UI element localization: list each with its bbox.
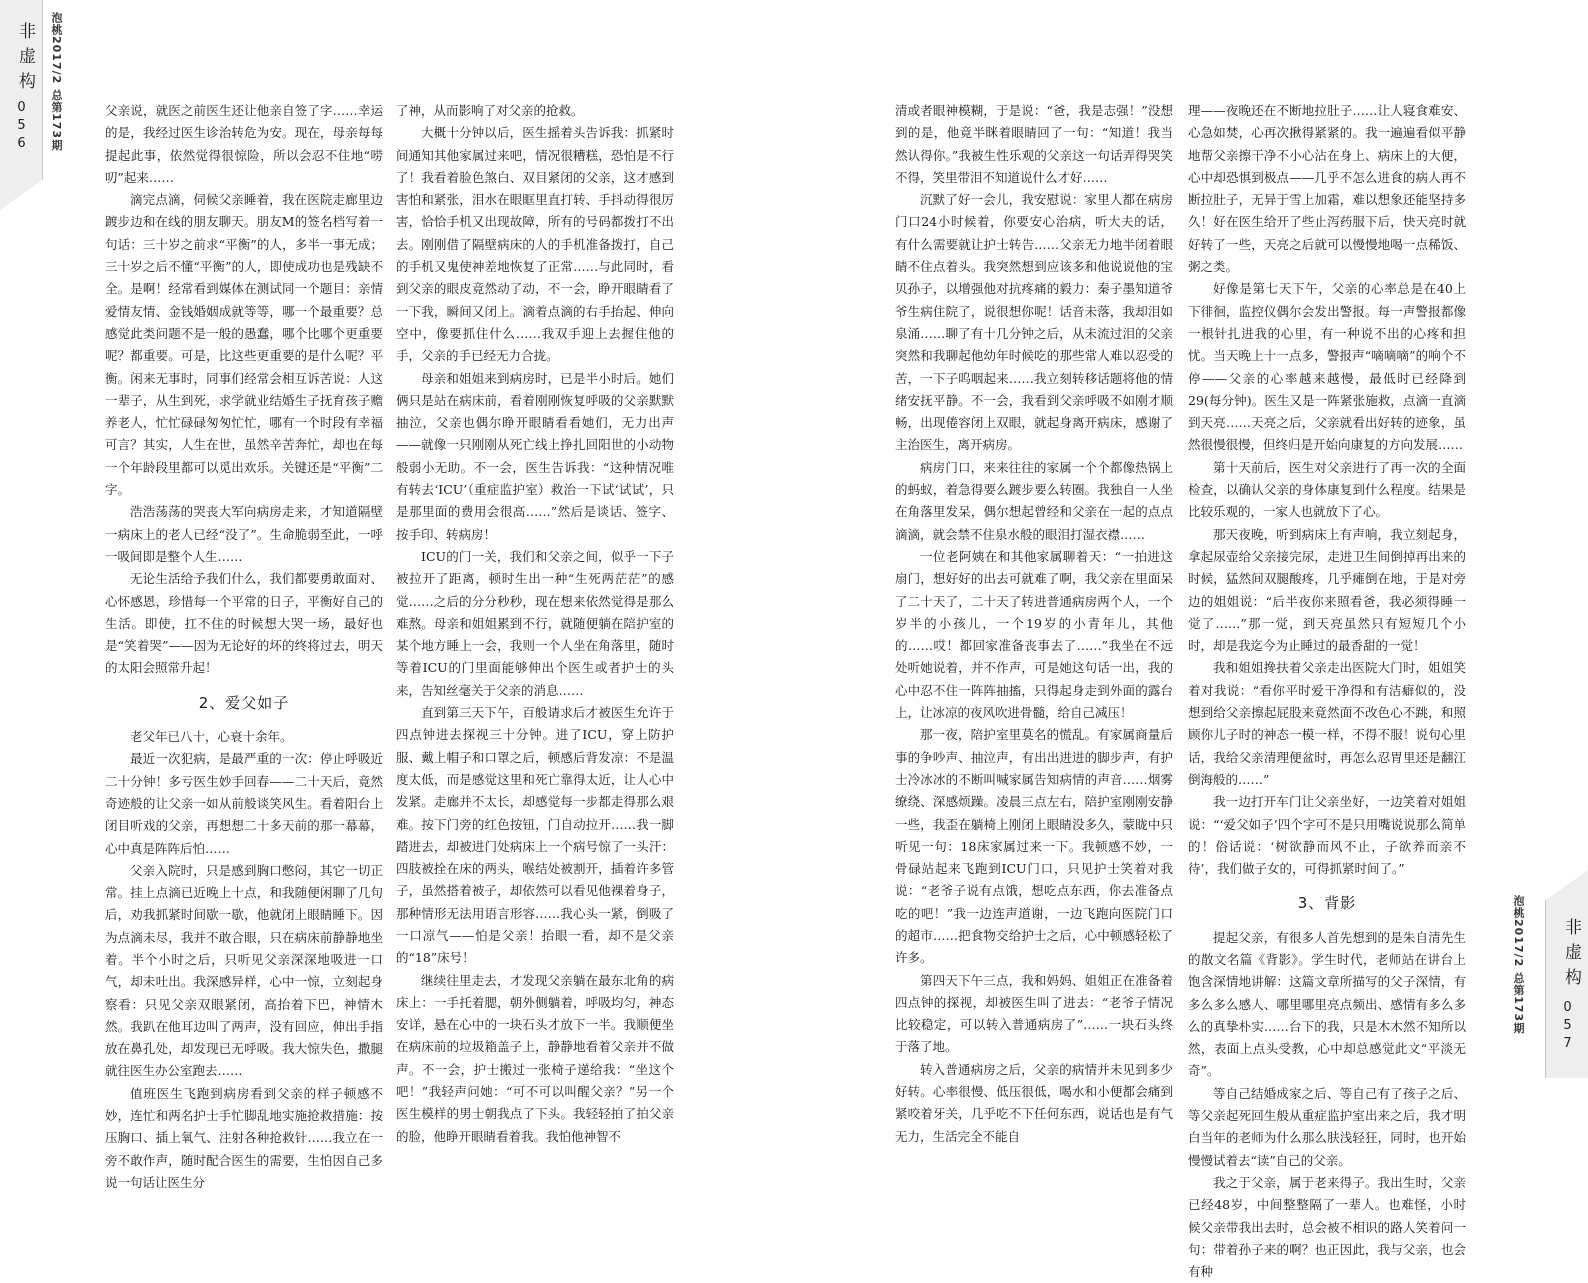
column-4 [1188,100,1466,1283]
paragraph: 老父年已八十，心衰十余年。 [130,729,293,745]
paragraph: ICU的门一关，我们和父亲之间，似乎一下子被拉开了距离，顿时生出一种“生死两茫茫”的感觉……之后的分分秒秒，现在想来依然觉得是那么难熬。母亲和姐姐累到不行，就随便躺在陪护室的某个地方睡上一会，我则一个人坐在角落里，随时等着ICU的门里面能够伸出个医生或者护士的头来，告知丝毫关于父亲的消息…… [396,548,674,698]
paragraph: 理——夜晚还在不断地拉肚子……让人寝食难安、心急如焚，心再次揪得紧紧的。我一遍遍看似平静地帮父亲擦干净不小心沾在身上、病床上的大便，心中却恐惧到极点——几乎不怎么进食的病人再不断拉肚子，无异于雪上加霜，难以想象还能坚持多久！好在医生给开了些止泻药服下后，快天亮时就好转了一些，天亮之后就可以慢慢地喝一点稀饭、粥之类。 [1188,103,1466,275]
left-corner-tab [0,0,43,180]
col1b-paragraphs [105,726,383,1194]
paragraph: 一位老阿姨在和其他家属聊着天：“一拍进这扇门，想好好的出去可就难了啊，我父亲在里面呆了二十天了，二十天了转进普通病房两个人，一个岁半的小孩儿，一个19岁的小青年儿，其他的……哎！都回家准备丧事去了……”我坐在不远处听她说着，并不作声，可是她这句话一出，我的心中忍不住一阵阵抽搐，只得起身走到外面的露台上，让冰凉的夜风吹进骨髓，给自己减压！ [895,548,1173,721]
paragraph: 我之于父亲，属于老来得子。我出生时，父亲已经48岁，中间整整隔了一辈人。也难怪，小时候父亲带我出去时，总会被不相识的路人笑着问一句：带着孙子来的啊？也正因此，我与父亲，也会有种 [1188,1174,1466,1280]
column-1 [105,100,383,1194]
col3-paragraphs [895,100,1173,1148]
paragraph: 沉默了好一会儿，我安慰说：家里人都在病房门口24小时候着，你要安心治病，听大夫的话，有什么需要就让护士转告……父亲无力地半闭着眼睛不住点着头。我突然想到应该多和他说说他的宝贝孙子，以增强他对抗疼痛的毅力：秦子墨知道爷爷生病住院了，说很想你呢！话音未落，我却泪如泉涌……聊了有十几分钟之后，从未流过泪的父亲突然和我聊起他幼年时候吃的那些常人难以忍受的苦，一下子呜咽起来……我立刻转移话题将他的情绪安抚平静。不一会，我看到父亲呼吸不如刚才顺畅，出现倦容闭上双眼，就起身离开病床，感谢了主治医生，离开病房。 [895,192,1173,453]
paragraph: 大概十分钟以后，医生摇着头告诉我：抓紧时间通知其他家属过来吧，情况很糟糕，恐怕是不行了！我看着脸色煞白、双目紧闭的父亲，这才感到害怕和紧张，泪水在眼眶里直打转、手抖动得很厉害，恰恰手机又出现故障，所有的号码都拨打不出去。刚刚借了隔壁病床的人的手机准备拨打，自己的手机又鬼使神差地恢复了正常……与此同时，看到父亲的眼皮竟然动了动，不一会，睁开眼睛看了一下我，瞬间又闭上。滴着点滴的右手抬起、伸向空中，像要抓住什么……我双手迎上去握住他的手，父亲的手已经无力合拢。 [396,125,674,364]
section-name: 非虚构 [15,22,35,97]
paragraph: 我和姐姐搀扶着父亲走出医院大门时，姐姐笑着对我说：“看你平时爱干净得和有洁癖似的，没想到给父亲擦起屁股来竟然面不改色心不跳，和照顾你儿子时的神态一模一样，不得不服！说句心里话，我给父亲清理便盆时，再怎么忍胃里还是翻江倒海般的……” [1188,660,1466,787]
section-3-title: 3、背影 [1297,894,1357,913]
paragraph: 那天夜晚，听到病床上有声响，我立刻起身，拿起尿壶给父亲接完尿，走进卫生间倒掉再出来的时候，猛然间双腿酸疼，几乎瘫倒在地，于是对旁边的姐姐说：“后半夜你来照看爸，我必须得睡一觉了……”那一觉，到天亮虽然只有短短几个小时，却是我迄今为止睡过的最香甜的一觉！ [1188,526,1466,654]
issue-label: 泡桃2017/2 总第173期 [50,12,63,152]
right-page [794,0,1588,1280]
paragraph: 等自己结婚成家之后、等自己有了孩子之后、等父亲起死回生般从重症监护室出来之后，我才明白当年的老师为什么那么肤浅轻狂，同时，也开始慢慢试着去“读”自己的父亲。 [1188,1085,1466,1168]
page-number-right: 057 [1560,1000,1575,1054]
paragraph: 值班医生飞跑到病房看到父亲的样子顿感不妙，连忙和两名护士手忙脚乱地实施抢救措施：按压胸口、插上氧气、注射各种抢救针……我立在一旁不敢作声，随时配合医生的需要，生怕因自己多说一句话让医生分 [105,1085,383,1190]
paragraph: 好像是第七天下午，父亲的心率总是在40上下徘徊，监控仪偶尔会发出警报。每一声警报都像一根针扎进我的心里，有一种说不出的心疼和担忧。当天晚上十一点多，警报声“嘀嘀嘀”的响个不停——父亲的心率越来越慢，最低时已经降到29(每分钟)。医生又是一阵紧张施救，点滴一直滴到天亮……天亮之后，父亲就看出好转的迹象，虽然很慢很慢，但终归是开始向康复的方向发展…… [1188,281,1466,453]
paragraph: 无论生活给予我们什么，我们都要勇敢面对、心怀感恩，珍惜每一个平常的日子，平衡好自己的生活。即使，扛不住的时候想大哭一场，最好也是“笑着哭”——因为无论好的坏的终将过去，明天的太阳会照常升起！ [105,571,383,676]
paragraph: 滴完点滴，伺候父亲睡着，我在医院走廊里边踱步边和在线的朋友聊天。朋友M的签名档写着一句话：三十岁之前求“平衡”的人，多半一事无成；三十岁之后不懂“平衡”的人，即使成功也是残缺不全。是啊！经常看到媒体在测试同一个题目：亲情爱情友情、金钱婚姻成就等等，哪一个最重要？总感觉此类问题不是一般的愚蠢，哪个比哪个更重要呢？都重要。可是，比这些更重要的是什么呢？平衡。闲来无事时，同事们经常会相互诉苦说：人这一辈子，从生到死，求学就业结婚生子抚育孩子赡养老人，忙忙碌碌匆匆忙忙，哪有一个时段有幸福可言？其实，人生在世，虽然辛苦奔忙，却也在每一个年龄段里都可以觅出欢乐。关键还是“平衡”二字。 [105,192,383,498]
column-3 [895,100,1173,1148]
paragraph: 我一边打开车门让父亲坐好，一边笑着对姐姐说：“‘爱父如子’四个字可不是只用嘴说说那么简单的！俗话说：‘树欲静而风不止，子欲养而亲不待’，我们做子女的，可得抓紧时间了。” [1188,794,1466,877]
issue-label-right: 泡桃2017/2 总第173期 [1512,895,1525,1035]
paragraph: 最近一次犯病，是最严重的一次：停止呼吸近二十分钟！多亏医生妙手回春——二十天后，竟然奇迹般的让父亲一如从前般谈笑风生。看着阳台上闭目听戏的父亲，再想想二十多天前的那一幕幕，心中真是阵阵后怕…… [105,751,383,856]
paragraph: 直到第三天下午，百般请求后才被医生允许于四点钟进去探视三十分钟。进了ICU，穿上防护服、戴上帽子和口罩之后，顿感后背发凉：不是温度太低，而是感觉这里和死亡靠得太近，让人心中发紧。走廊并不太长，却感觉每一步都走得那么艰难。按下门旁的红色按钮，门自动拉开……我一脚踏进去，却被进门处病床上一个病号惊了一头汗：四肢被拴在床的两头，喉结处被割开，插着许多管子，虽然搭着被子，却依然可以看见他裸着身子，那种情形无法用语言形容……我心头一紧，倒吸了一口凉气——怕是父亲！抬眼一看，却不是父亲的“18”床号！ [396,705,674,966]
paragraph: 母亲和姐姐来到病房时，已是半小时后。她们俩只是站在病床前，看着刚刚恢复呼吸的父亲默默抽泣，父亲也偶尔睁开眼睛看看她们，无力出声——就像一只刚刚从死亡线上挣扎回阳世的小动物般弱小无助。不一会，医生告诉我：“这种情况唯有转去‘ICU’（重症监护室）救治一下试‘试试’，只是那里面的费用会很高……”然后是谈话、签字、按手印、转病房！ [396,370,674,542]
paragraph: 提起父亲，有很多人首先想到的是朱自清先生的散文名篇《背影》。学生时代，老师站在讲台上饱含深情地讲解：这篇文章所描写的父子深情，有多么多么感人、哪里哪里亮点频出、感情有多么多么的真挚朴实……台下的我，只是木木然不知所以然，表面上点头受教，心中却总感觉此文“平淡无奇”。 [1188,929,1466,1079]
section-2-title: 2、爱父如子 [198,693,290,712]
col4-paragraphs [1188,100,1466,880]
paragraph: 继续往里走去，才发现父亲躺在最东北角的病床上：一手托着腮，朝外侧躺着，呼吸均匀，神态安详，悬在心中的一块石头才放下一半。我顺便坐在病床前的垃圾箱盖子上，静静地看着父亲并不做声。不一会，护士搬过一张椅子递给我：“坐这个吧！”我轻声问她：“可不可以叫醒父亲？”另一个医生模样的男士朝我点了下头。我轻轻拍了拍父亲的脸，他睁开眼睛看着我。我怕他神智不 [396,972,674,1144]
section-name-right: 非虚构 [1561,918,1581,993]
col4b-paragraphs [1188,927,1466,1283]
page-number: 056 [14,100,29,154]
right-corner-tab [1545,900,1588,1078]
paragraph: 转入普通病房之后，父亲的病情并未见到多少好转。心率很慢、低压很低，喝水和小便都会痛到紧咬着牙关，几乎吃不下任何东西，说话也是有气无力，生活完全不能自 [895,1061,1173,1144]
left-page [0,0,794,1190]
paragraph: 了神，从而影响了对父亲的抢救。 [396,103,584,118]
paragraph: 那一夜，陪护室里莫名的慌乱。有家属商量后事的争吵声、抽泣声，有出出进进的脚步声，有护士冷冰冰的不断叫喊家属告知病情的声音……烟雾缭绕、深感烦躁。凌晨三点左右，陪护室刚刚安静一些，我歪在躺椅上刚闭上眼睛没多久，蒙眬中只听见一句：18床家属过来一下。我顿感不妙，一骨碌站起来飞跑到ICU门口，只见护士笑着对我说：“老爷子说有点饿，想吃点东西，你去准备点吃的吧！”我一边连声道谢，一边飞跑向医院门口的超市……把食物交给护士之后，心中顿感轻松了许多。 [895,727,1173,966]
paragraph: 父亲入院时，只是感到胸口憋闷，其它一切正常。挂上点滴已近晚上十点，和我随便闲聊了几句后，劝我抓紧时间歇一歇，他就闭上眼睛睡下。因为点滴未尽，我并不敢合眼，只在病床前静静地坐着。半个小时之后，只听见父亲深深地吸进一口气，却未吐出。我深感异样，心中一惊，立刻起身察看：只见父亲双眼紧闭，高抬着下巴，神情木然。我趴在他耳边叫了两声，没有回应，伸出手指放在鼻孔处，却发现已无呼吸。我大惊失色，撒腿就往医生办公室跑去…… [105,862,383,1079]
paragraph: 第四天下午三点，我和妈妈、姐姐正在准备着四点钟的探视，却被医生叫了进去：“老爷子情况比较稳定，可以转入普通病房了”……一块石头终于落了地。 [895,972,1173,1055]
paragraph: 第十天前后，医生对父亲进行了再一次的全面检查，以确认父亲的身体康复到什么程度。结果是比较乐观的，一家人也就放下了心。 [1188,459,1466,520]
paragraph: 父亲说，就医之前医生还让他亲自签了字……幸运的是，我经过医生诊治转危为安。现在，母亲每每提起此事，依然觉得很惊险，所以会忍不住地“唠叨”起来…… [105,103,383,185]
paragraph: 浩浩荡荡的哭丧大军向病房走来，才知道隔壁一病床上的老人已经“没了”。生命脆弱至此，一呼一吸间即是整个人生…… [105,504,383,564]
col1-paragraphs [105,100,383,680]
paragraph: 病房门口，来来往往的家属一个个都像热锅上的蚂蚁，着急得要么踱步要么转圈。我独自一人坐在角落里发呆，偶尔想起曾经和父亲在一起的点点滴滴，就会禁不住泉水般的眼泪打湿衣襟…… [895,459,1173,542]
paragraph: 清或者眼神模糊，于是说：“爸，我是志强！”没想到的是，他竟半眯着眼睛回了一句：“知道！我当然认得你。”我被生性乐观的父亲这一句话弄得哭笑不得，笑里带泪不知道说什么才好…… [895,103,1173,185]
col2-paragraphs [396,100,674,1148]
column-2 [396,100,674,1148]
